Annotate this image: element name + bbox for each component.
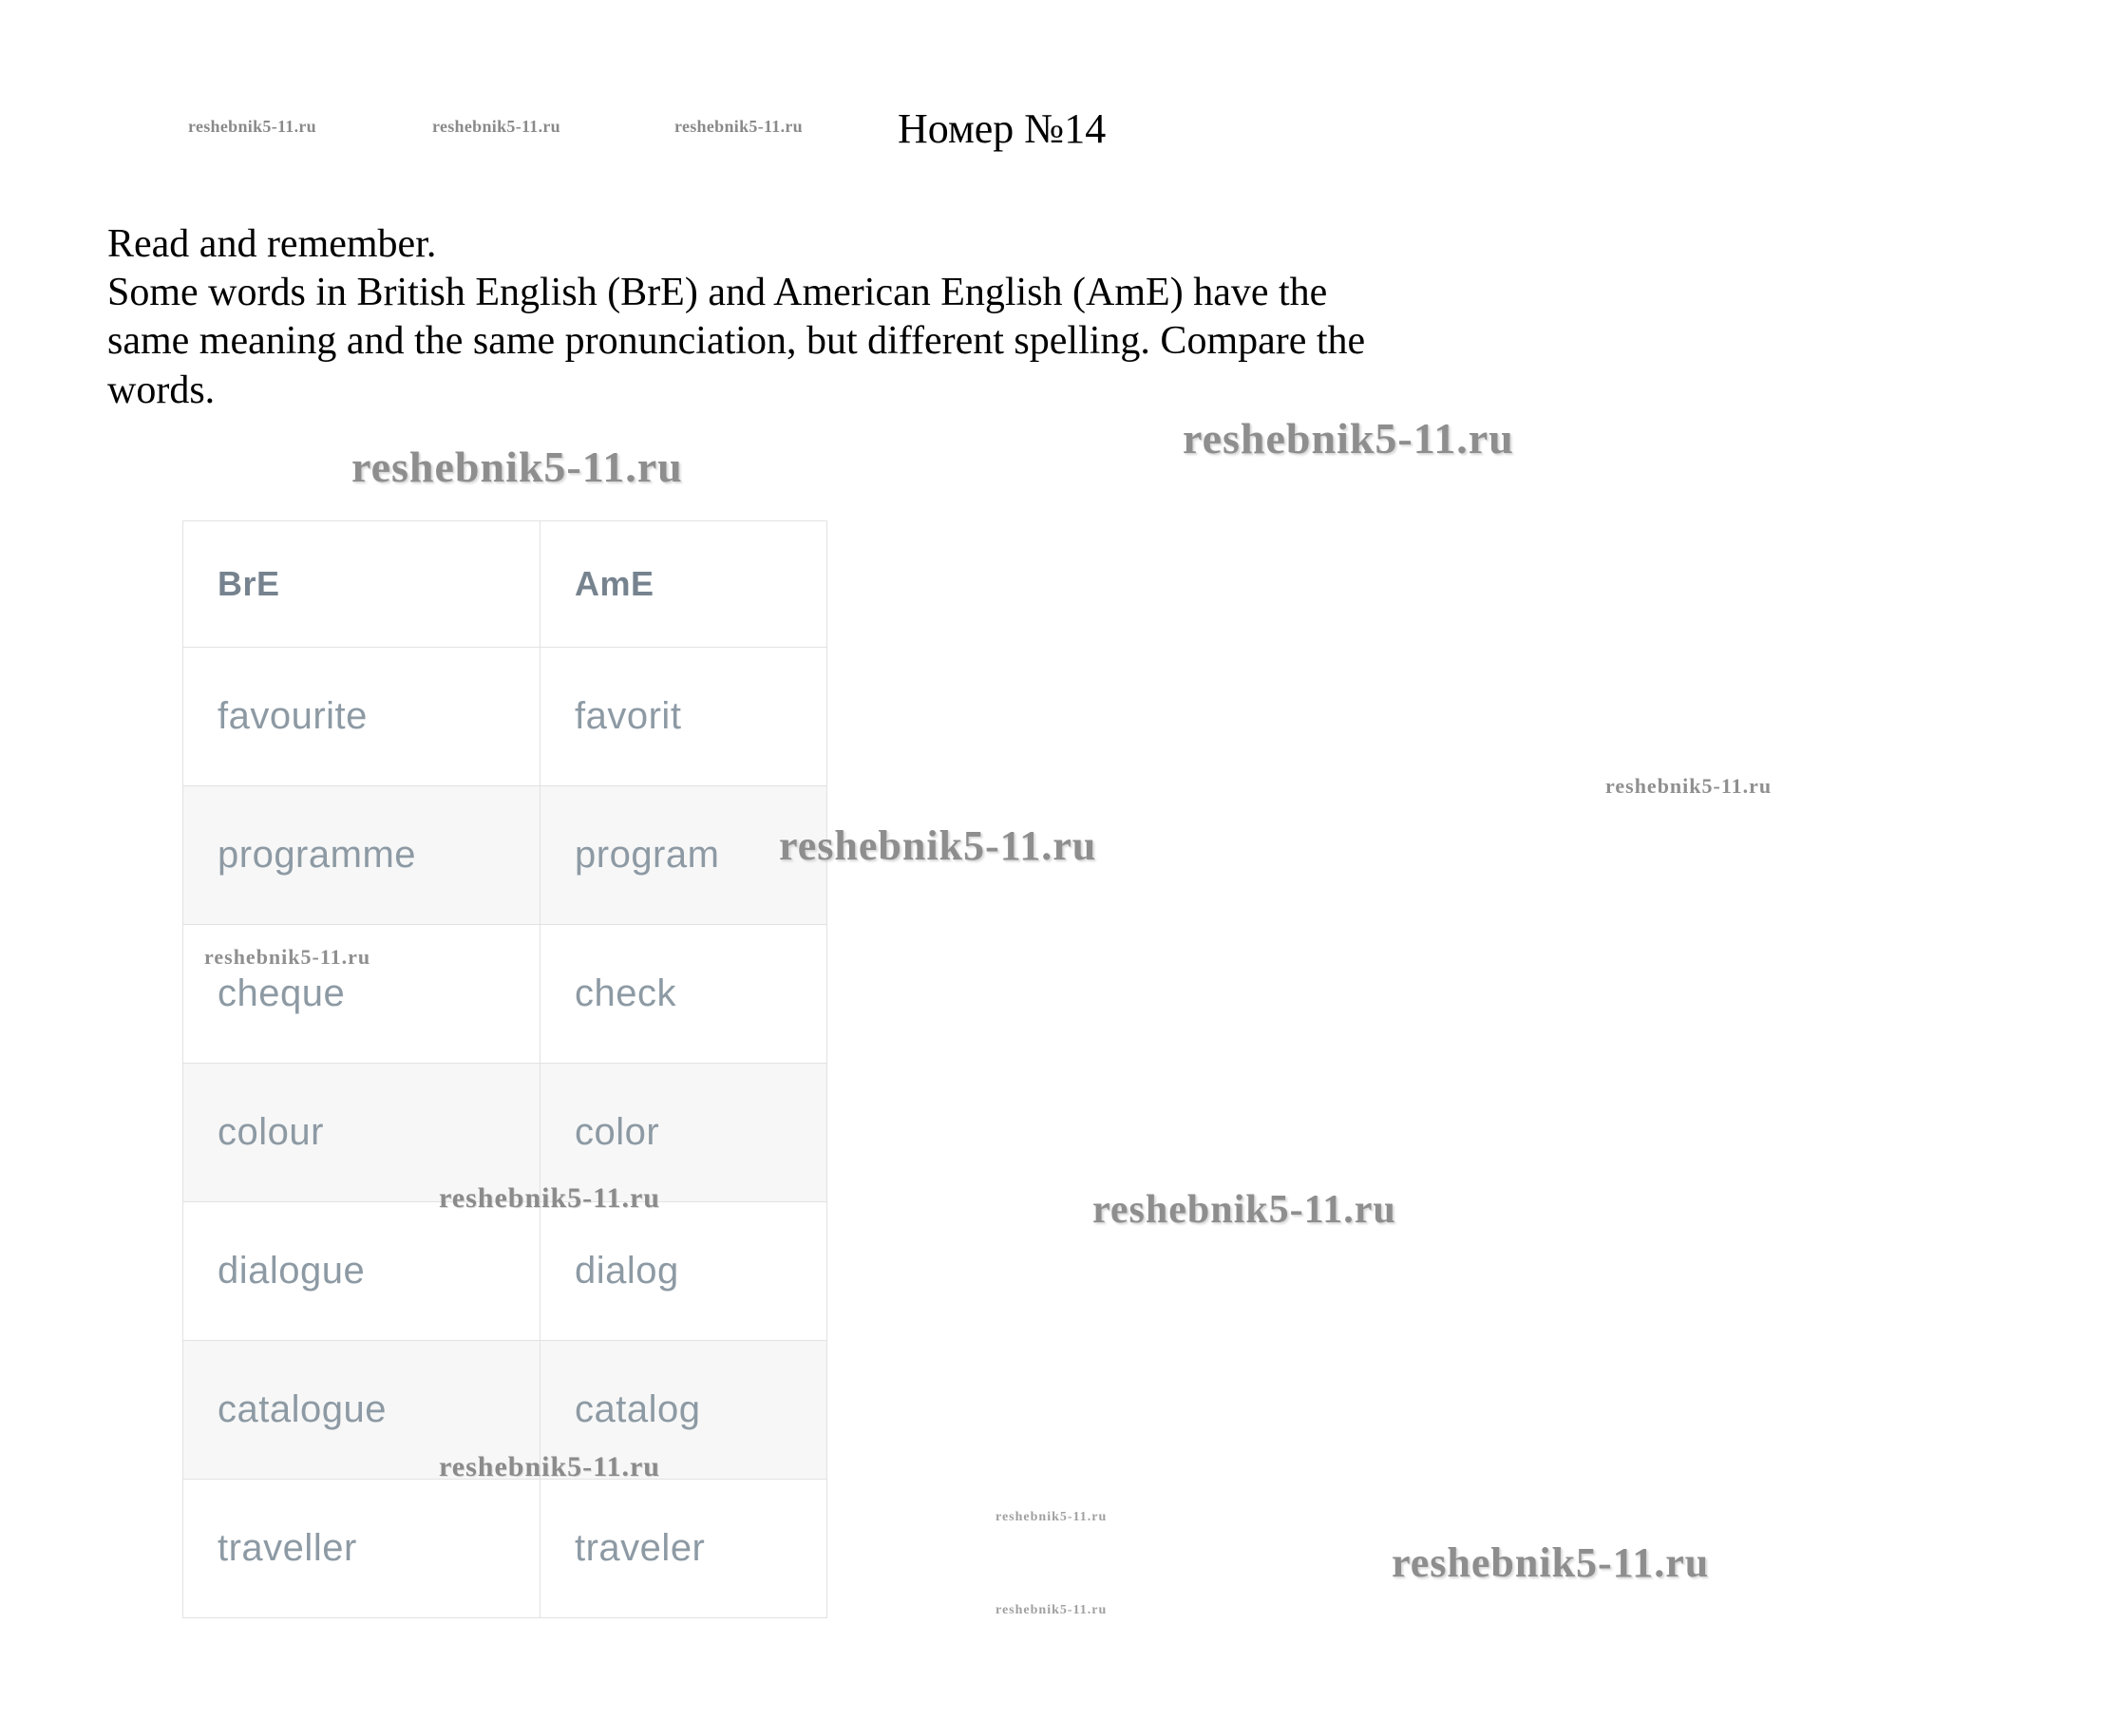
watermark-text: reshebnik5-11.ru [1092,1188,1396,1232]
watermark-text: reshebnik5-11.ru [996,1510,1108,1524]
cell-ame: program [540,786,827,925]
cell-bre: cheque [183,925,540,1064]
cell-bre: colour [183,1064,540,1202]
cell-bre: programme [183,786,540,925]
table-row [183,1341,827,1480]
page-title: Номер №14 [898,105,1107,152]
cell-bre: favourite [183,648,540,786]
table-row [183,786,827,925]
cell-bre: catalogue [183,1341,540,1480]
table-row [183,648,827,786]
table-row [183,1064,827,1202]
instruction-line-1: Read and remember. [107,222,437,266]
watermark-text: reshebnik5-11.ru [439,1451,660,1482]
cell-ame: check [540,925,827,1064]
watermark-text: reshebnik5-11.ru [432,117,560,136]
cell-ame: dialog [540,1202,827,1341]
table-row [183,1480,827,1618]
instruction-text [107,220,1941,415]
column-header-bre: BrE [183,521,540,648]
table-row [183,925,827,1064]
instruction-line-3: same meaning and the same pronunciation, but different spelling. Compare the [107,319,1366,364]
watermark-text: reshebnik5-11.ru [439,1182,660,1214]
cell-ame: catalog [540,1341,827,1480]
watermark-text: reshebnik5-11.ru [1605,774,1773,798]
watermark-text: reshebnik5-11.ru [188,117,316,136]
cell-ame: color [540,1064,827,1202]
column-header-ame: AmE [540,521,827,648]
watermark-text: reshebnik5-11.ru [996,1603,1108,1617]
watermark-text: reshebnik5-11.ru [351,443,683,491]
watermark-text: reshebnik5-11.ru [779,822,1097,869]
watermark-text: reshebnik5-11.ru [204,945,371,969]
instruction-line-2: Some words in British English (BrE) and American English (AmE) have the [107,271,1328,315]
bre-ame-word-table [182,520,827,1618]
cell-ame: favorit [540,648,827,786]
cell-bre: dialogue [183,1202,540,1341]
table-row [183,1202,827,1341]
cell-ame: traveler [540,1480,827,1618]
watermark-text: reshebnik5-11.ru [674,117,803,136]
watermark-text: reshebnik5-11.ru [1183,414,1514,462]
instruction-line-4: words. [107,368,216,412]
watermark-text: reshebnik5-11.ru [1392,1539,1710,1586]
cell-bre: traveller [183,1480,540,1618]
table-header-row [183,521,827,648]
